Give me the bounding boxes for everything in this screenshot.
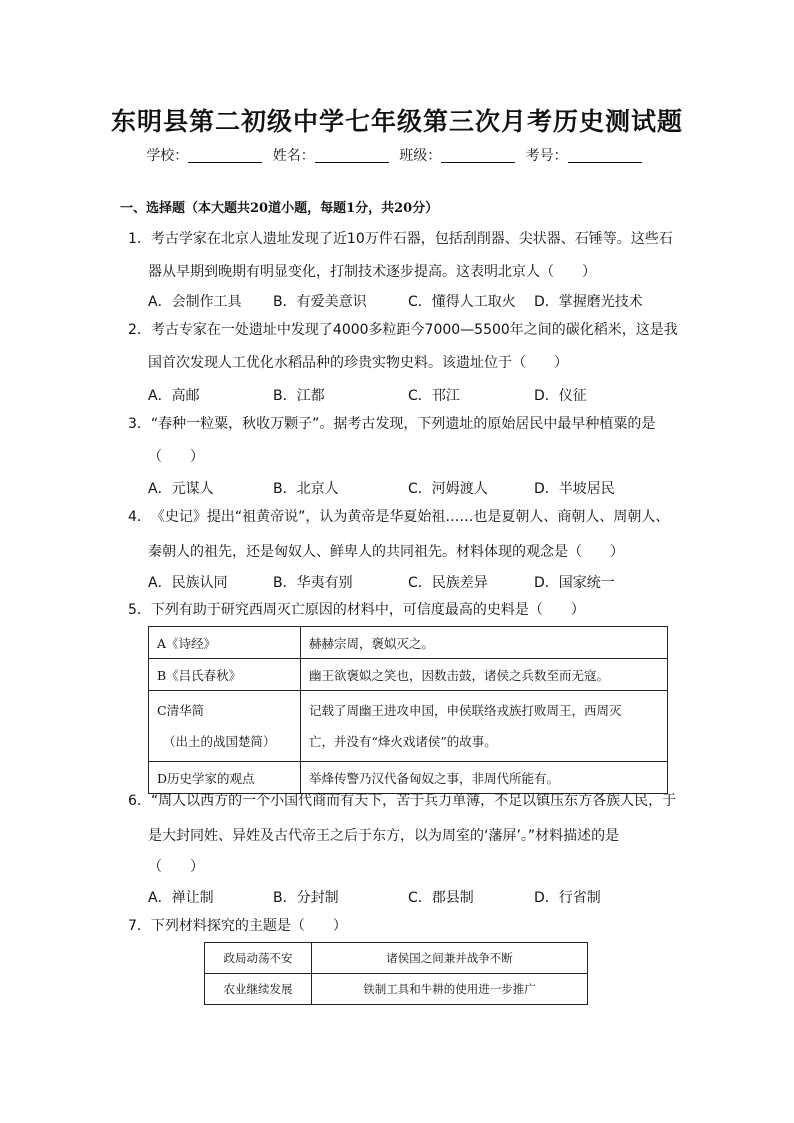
- table-cell: 农业继续发展: [205, 974, 312, 1005]
- question-number: 3．: [128, 416, 151, 432]
- table-cell: 记载了周幽王进攻申国，申侯联络戎族打败周王，西周灭 亡，并没有“烽火戏诸侯”的故事。: [301, 691, 668, 762]
- option-a[interactable]: A．禅让制: [148, 890, 214, 906]
- question-3: [128, 409, 655, 440]
- name-blank[interactable]: [315, 148, 389, 163]
- question-5: [128, 595, 585, 626]
- question-2: [128, 315, 678, 346]
- table-cell: 举烽传警乃汉代备匈奴之事，非周代所能有。: [301, 762, 668, 794]
- option-b[interactable]: B．分封制: [273, 890, 339, 906]
- option-c[interactable]: C．河姆渡人: [408, 481, 488, 497]
- question-4: [128, 502, 669, 533]
- school-label: 学校：: [146, 148, 189, 164]
- question-stem-continued: （ ）: [148, 859, 204, 875]
- exam-number-label: 考号：: [525, 148, 568, 164]
- option-a[interactable]: A．元谋人: [148, 481, 214, 497]
- option-b[interactable]: B．华夷有别: [273, 575, 353, 591]
- question-stem: 下列材料探究的主题是（ ）: [150, 918, 347, 934]
- question-number: 6．: [128, 793, 151, 809]
- table-row: [149, 627, 668, 659]
- question-7: [128, 911, 347, 942]
- page-title: 东明县第二初级中学七年级第三次月考历史测试题: [110, 107, 683, 136]
- table-row: [149, 691, 668, 762]
- question-number: 7．: [128, 918, 151, 934]
- student-info-line: [0, 145, 794, 165]
- question-number: 1．: [128, 231, 151, 247]
- question-stem: “春种一粒粟，秋收万颗子”。据考古发现，下列遗址的原始居民中最早种植粟的是: [150, 416, 656, 432]
- table-cell: 幽王欲褒姒之笑也，因数击鼓，诸侯之兵数至而无寇。: [301, 659, 668, 691]
- table-cell: 铁制工具和牛耕的使用进一步推广: [312, 974, 588, 1005]
- question-stem-continued: 器从早期到晚期有明显变化，打制技术逐步提高。这表明北京人（ ）: [148, 264, 596, 280]
- name-label: 姓名：: [272, 148, 315, 164]
- table-cell: C清华简 （出土的战国楚简）: [149, 691, 301, 762]
- question-1: [128, 224, 673, 255]
- school-blank[interactable]: [188, 148, 262, 163]
- question-stem-continued: 是大封同姓、异姓及古代帝王之后于东方，以为周室的‘藩屏’。”材料描述的是: [148, 828, 620, 844]
- option-d[interactable]: D．行省制: [534, 890, 601, 906]
- source-table: [148, 626, 668, 794]
- option-d[interactable]: D．仪征: [534, 388, 587, 404]
- option-a[interactable]: A．会制作工具: [148, 294, 242, 310]
- option-b[interactable]: B．北京人: [273, 481, 339, 497]
- table-cell: D历史学家的观点: [149, 762, 301, 794]
- question-stem: 考古学家在北京人遗址发现了近10万件石器，包括刮削器、尖状器、石锤等。这些石: [150, 231, 673, 247]
- table-cell: 赫赫宗周，褒姒灭之。: [301, 627, 668, 659]
- theme-table: [204, 942, 588, 1005]
- question-number: 5．: [128, 602, 151, 618]
- option-c[interactable]: C．懂得人工取火: [408, 294, 516, 310]
- question-stem: 《史记》提出“祖黄帝说”，认为黄帝是华夏始祖……也是夏朝人、商朝人、周朝人、: [150, 509, 670, 525]
- option-d[interactable]: D．国家统一: [534, 575, 615, 591]
- table-cell: A《诗经》: [149, 627, 301, 659]
- table-cell: 政局动荡不安: [205, 943, 312, 974]
- exam-number-blank[interactable]: [568, 148, 642, 163]
- table-row: [205, 943, 588, 974]
- question-stem: 考古专家在一处遗址中发现了4000多粒距今7000—5500年之间的碳化稻米，这是我: [150, 322, 678, 338]
- question-stem-continued: 秦朝人的祖先，还是匈奴人、鲜卑人的共同祖先。材料体现的观念是（ ）: [148, 544, 624, 560]
- class-blank[interactable]: [441, 148, 515, 163]
- question-stem-continued: （ ）: [148, 449, 204, 465]
- question-stem: 下列有助于研究西周灭亡原因的材料中，可信度最高的史料是（ ）: [150, 602, 585, 618]
- option-b[interactable]: B．江都: [273, 388, 325, 404]
- option-a[interactable]: A．民族认同: [148, 575, 228, 591]
- option-a[interactable]: A．高邮: [148, 388, 200, 404]
- question-6: [128, 786, 676, 817]
- option-c[interactable]: C．邗江: [408, 388, 460, 404]
- table-cell: 诸侯国之间兼并战争不断: [312, 943, 588, 974]
- option-c[interactable]: C．民族差异: [408, 575, 488, 591]
- question-stem: “周人以西方的一个小国代商而有天下，苦于兵力单薄，不足以镇压东方各族人民，于: [150, 793, 677, 809]
- option-c[interactable]: C．郡县制: [408, 890, 474, 906]
- option-d[interactable]: D．半坡居民: [534, 481, 615, 497]
- table-row: [149, 659, 668, 691]
- table-cell: B《吕氏春秋》: [149, 659, 301, 691]
- class-label: 班级：: [399, 148, 442, 164]
- question-number: 4．: [128, 509, 151, 525]
- option-d[interactable]: D．掌握磨光技术: [534, 294, 643, 310]
- table-row: [205, 974, 588, 1005]
- section-title: 一、选择题（本大题共20道小题，每题1分，共20分）: [120, 201, 439, 216]
- question-number: 2．: [128, 322, 151, 338]
- option-b[interactable]: B．有爱美意识: [273, 294, 367, 310]
- question-stem-continued: 国首次发现人工优化水稻品种的珍贵实物史料。该遗址位于（ ）: [148, 355, 568, 371]
